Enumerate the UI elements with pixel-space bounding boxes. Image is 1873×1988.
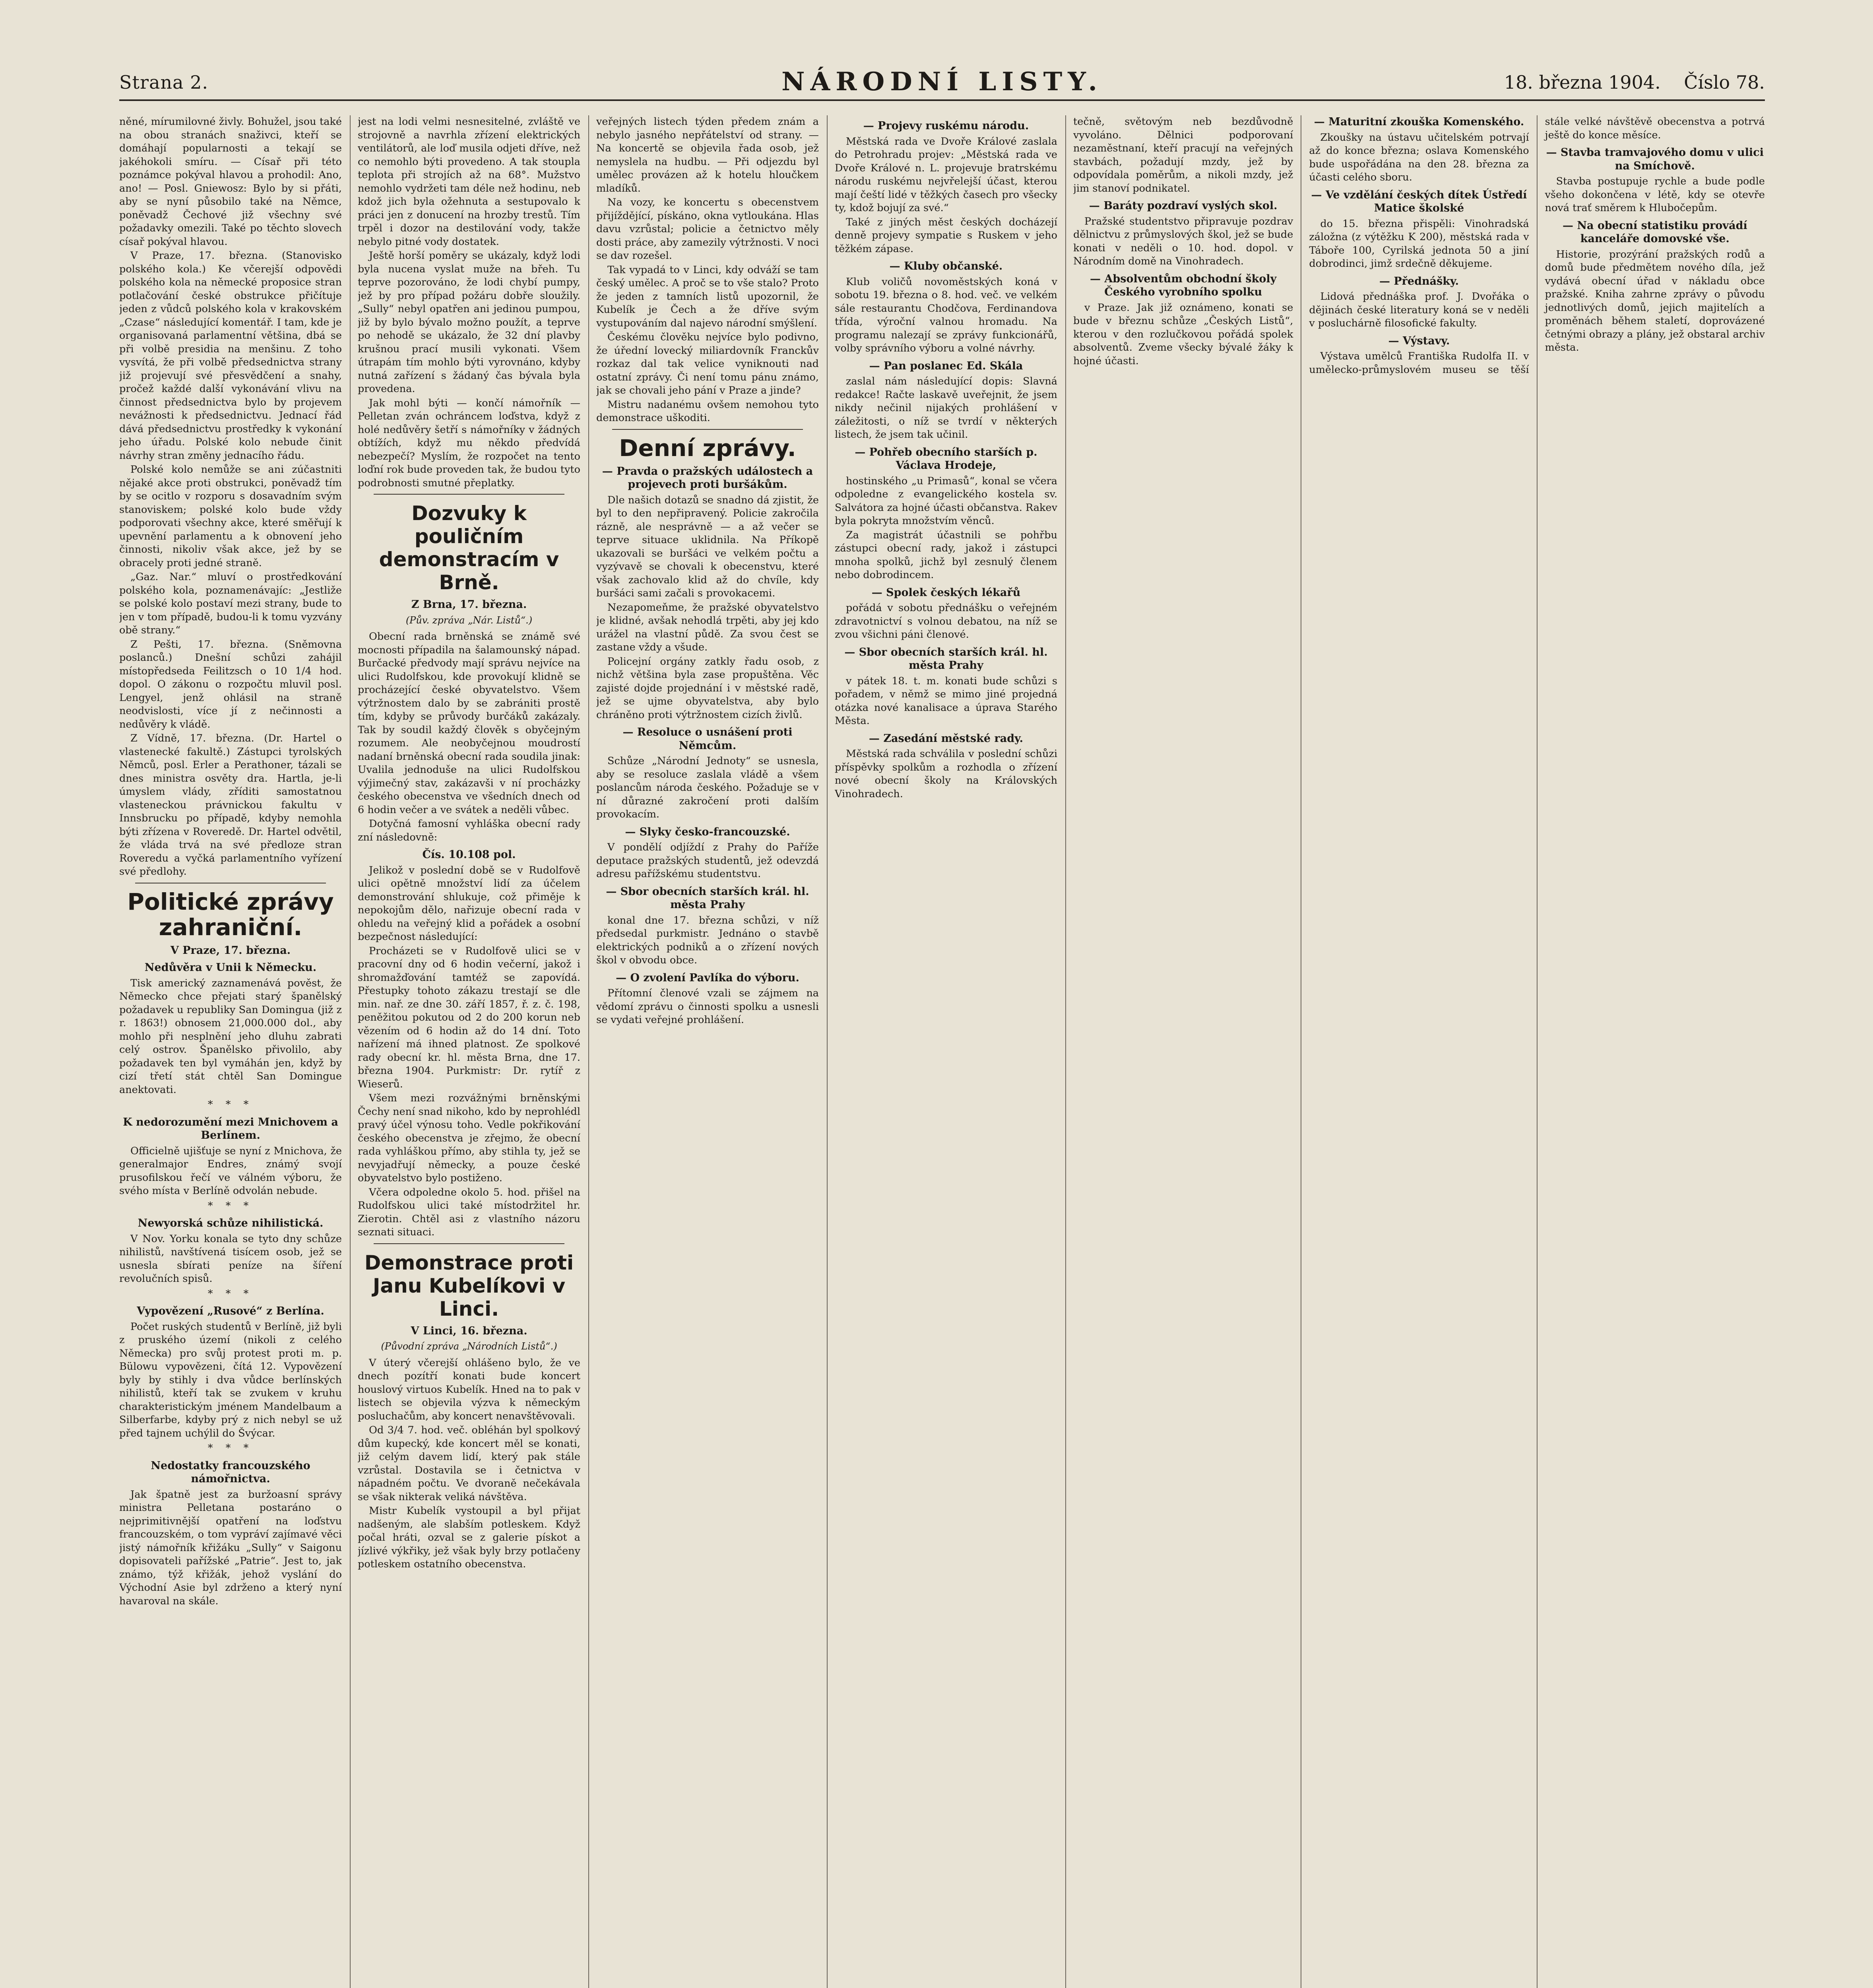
paragraph: Officielně ujišťuje se nyní z Mnichova, že generalmajor Endres, známý svojí prusofilskou řečí ve válném výboru, že svého místa v Berlíně odvolán nebude.	[119, 1145, 342, 1197]
paragraph: Lidová přednáška prof. J. Dvořáka o dějinách české literatury koná se v neděli v posluchárně filosofické fakulty.	[1309, 291, 1529, 329]
paragraph: Jelikož v poslední době se v Rudolfově ulici opětně množství lidí za účelem demonstrování shlukuje, což přiměje k nepokojům dělo, nařizuje obecní rada v ohledu na veřejný klid a pořádek a osobní bezpečnost následující:	[358, 864, 580, 943]
paragraph: jest na lodi velmi nesnesitelné, zvláště ve strojovně a navrhla zřízení elektrických ventilátorů, ale loď musila odjeti dříve, než co nemohlo býti provedeno. A tak stoupla teplota při strojích až na 68°. Mužstvo nemohlo vydržeti tam déle než hodinu, neb kdož jich byla ožehnuta a sestupovalo k práci jen z donucení na hrozby trestů. Tím trpěl i dozor na destilování vody, takže nebylo pitné vody dostatek.	[358, 116, 580, 248]
article-heading: — Přednášky.	[1379, 275, 1459, 287]
article-heading: — Baráty pozdraví vyslých skol.	[1089, 200, 1278, 212]
dateline: Z Brna, 17. března.	[411, 598, 527, 611]
paragraph: Všem mezi rozvážnými brněnskými Čechy není snad nikoho, kdo by neprohlédl pravý účel výnosu toho. Vedle pokřikování českého obecenstva je zřejmo, že obecní rada vyhláškou přímo, aby stihla ty, jež se nevyjadřují německy, a pouze české obyvatelstvo bylo postiženo.	[358, 1092, 580, 1184]
column-rule	[588, 115, 589, 1988]
section-heading-foreign-politics: Politické zprávy zahraniční.	[127, 888, 334, 941]
paragraph: zaslal nám následující dopis: Slavná redakce! Račte laskavě uveřejnit, že jsem nikdy nečinil nijakých prohlášení v záležitosti, o níž se tvrdí v některých listech, že jsem tak učinil.	[835, 375, 1057, 441]
paragraph: Přítomní členové vzali se zájmem na vědomí zprávu o činnosti spolku a usnesli se vydati veřejné prohlášení.	[596, 987, 819, 1026]
dateline: V Linci, 16. března.	[411, 1324, 527, 1337]
paragraph: Mistr Kubelík vystoupil a byl přijat nadšeným, ale slabším potleskem. Když počal hráti, ozval se z galerie pískot a jízlivé výkřiky, jež však byly brzy potlačeny potleskem ostatního obecenstva.	[358, 1505, 580, 1570]
paragraph: Včera odpoledne okolo 5. hod. přišel na Rudolfskou ulici také místodržitel hr. Zierotin. Chtěl asi z vlastního názoru seznati situaci.	[358, 1186, 580, 1238]
paragraph: Nezapomeňme, že pražské obyvatelstvo je klidné, avšak nehodlá trpěti, aby jej kdo urážel na vlastní půdě. Za svou čest se zastane vždy a všude.	[596, 601, 819, 653]
paragraph: Dle našich dotazů se snadno dá zjistit, že byl to den nepřipravený. Policie zakročila rázně, ale nesprávně — a až večer se teprve situace uklidnila. Na Příkopě ukazovali se buršáci ve velkém počtu a vyzývavě se chovali k obecenstvu, které však zachovalo klid až do chvíle, kdy buršáci sami začali s provokacemi.	[596, 494, 819, 599]
article-heading-brno: Dozvuky k pouličním demonstracím v Brně.	[379, 502, 559, 594]
article-heading: K nedorozumění mezi Mnichovem a Berlínem.	[123, 1116, 338, 1142]
source-note: (Původní zpráva „Národních Listů“.)	[381, 1341, 557, 1352]
divider	[612, 429, 803, 430]
separator-stars: * * *	[207, 1200, 254, 1212]
article-heading: — Pan poslanec Ed. Skála	[869, 359, 1023, 372]
paragraph: Obecní rada brněnská se známě své mocnosti případila na šalamounský nápad. Burčacké předvody mají správu nejvíce na ulici Rudolfskou, kde provokují klidně se procházející české obyvatelstvo. Všem výtržnostem dalo by se zabrániti prostě tím, kdyby se průvody burčáků zakázaly. Tak by soudil každý člověk s obyčejným rozumem. Ale neobyčejnou moudrostí nadaní brněnská obecní rada soudila jinak: Uvalila jednoduše na ulici Rudolfskou výjimečný stav, zakázavši v ní procházky českého obecenstva ve všedních dnech od 6 hodin večer a ve svátek a neděli vůbec.	[358, 631, 580, 816]
paragraph: Výstava umělců Františka Rudolfa II. v umělecko-průmyslovém museu se těší stále velké návštěvě obecenstva a potrvá ještě do konce měsíce.	[1309, 116, 1765, 376]
article-heading: — Pravda o pražských událostech a projevech proti buršákům.	[602, 465, 813, 491]
column-3	[596, 115, 819, 1988]
separator-stars: * * *	[207, 1287, 254, 1300]
separator-stars: * * *	[207, 1099, 254, 1110]
paragraph: Z Pešti, 17. března. (Sněmovna poslanců.) Dnešní schůzi zahájil místopředseda Feilitzsch o 10 1/4 hod. dopol. O zákonu o rozpočtu mluvil posl. Lengyel, jenž ohlásil na straně neodvislosti, více jí z nečinnosti a nedůvěry k vládě.	[119, 638, 342, 730]
divider	[374, 494, 564, 495]
paragraph: Pražské studentstvo připravuje pozdrav dělnictvu z průmyslových škol, jež se bude konati v neděli o 10. hod. dopol. v Národním domě na Vinohradech.	[1073, 215, 1293, 267]
decree-number: Čís. 10.108 pol.	[422, 848, 516, 861]
column-rule	[827, 115, 828, 1988]
issue-number: Číslo 78.	[1684, 72, 1765, 93]
separator-stars: * * *	[207, 1442, 254, 1454]
article-heading: — Zasedání městské rady.	[869, 732, 1024, 745]
divider	[374, 1243, 564, 1244]
paragraph: v Praze. Jak již oznámeno, konati se bude v březnu schůze „Českých Listů“, kterou v den rozlučkovou pořádá spolek absolventů. Zveme všecky bývalé žáky k hojné účasti.	[1073, 301, 1293, 367]
paragraph: Dotyčná famosní vyhláška obecní rady zní následovně:	[358, 818, 580, 843]
paragraph: pořádá v sobotu přednášku o veřejném zdravotnictví s volnou debatou, na níž se zvou všichni páni členové.	[835, 602, 1057, 641]
paragraph: něné, mírumilovné živly. Bohužel, jsou také na obou stranách snaživci, kteří se domáhají popularnosti a tekají se jakéhokoli smíru. — Císař při této poznámce pokýval hlavou a prohodil: Ano, ano! — Posl. Gniewosz: Bylo by si přáti, aby se nyní působilo také na Němce, poněvadž Čechové již všechny své požadavky omezili. Také po těchto slovech císař pokýval hlavou.	[119, 116, 342, 248]
column-5	[1073, 115, 1765, 1988]
column-rule	[350, 115, 351, 1988]
paragraph: V pondělí odjíždí z Prahy do Paříže deputace pražských studentů, jež odevzdá adresu pařížskému studentstvu.	[596, 841, 819, 880]
paragraph: Za magistrát účastnili se pohřbu zástupci obecní rady, jakož i zástupci mnoha spolků, jichž byl zesnulý členem nebo dobrodincem.	[835, 529, 1057, 581]
paragraph: „Gaz. Nar.“ mluví o prostředkování polského kola, poznamenávajíc: „Jestliže se polské kolo postaví mezi strany, bude to jen v tom případě, budou-li k tomu vyzvány obě strany.“	[119, 571, 342, 636]
article-heading: Nedůvěra v Unii k Německu.	[144, 961, 317, 974]
paragraph: Také z jiných měst českých docházejí denně projevy sympatie s Ruskem v jeho těžkém zápase.	[835, 216, 1057, 255]
section-heading-daily-news: Denní zprávy.	[619, 434, 796, 462]
paragraph: V Nov. Yorku konala se tyto dny schůze nihilistů, navštívená tisícem osob, jež se usnesla sbírati peníze na šíření revolučních spisů.	[119, 1233, 342, 1285]
article-heading: Nedostatky francouzského námořnictva.	[151, 1459, 310, 1485]
paragraph: Klub voličů novoměstských koná v sobotu 19. března o 8. hod. več. ve velkém sále restaurantu Chodčova, Ferdinandova třída, výroční valnou hromadu. Na programu nalezají se zprávy funkcionářů, volby správního výboru a volné návrhy.	[835, 276, 1057, 354]
page-number: Strana 2.	[119, 72, 208, 93]
paragraph: Městská rada schválila v poslední schůzi příspěvky spolkům a rozhodla o zřízení nové obecní školy na Královských Vinohradech.	[835, 748, 1057, 800]
article-heading: — Maturitní zkouška Komenského.	[1314, 116, 1524, 128]
article-heading: — Spolek českých lékařů	[871, 586, 1021, 599]
newspaper-title: NÁRODNÍ LISTY.	[781, 67, 1103, 97]
article-heading: — Resoluce o usnášení proti Němcům.	[622, 726, 793, 752]
article-heading-kubelik: Demonstrace proti Janu Kubelíkovi v Linci.	[364, 1251, 574, 1320]
paragraph: Jak mohl býti — končí námořník — Pelletan zván ochráncem loďstva, když z holé nedůvěry šetří s námořníky v žádných obtížích, když mu někdo předvídá nebezpečí? Myslím, že rozpočet na tento loďní rok bude proveden tak, že budou tyto podrobnosti smutné přeplatky.	[358, 397, 580, 489]
paragraph: V úterý včerejší ohlášeno bylo, že ve dnech pozítří konati bude koncert houslový virtuos Kubelík. Hned na to pak v listech se objevila výzva k německým posluchačům, aby koncert nenavštěvovali.	[358, 1357, 580, 1422]
paragraph: Schůze „Národní Jednoty“ se usnesla, aby se resoluce zaslala vládě a všem poslancům národa českého. Požaduje se v ní důrazné zakročení proti dalším provokacím.	[596, 755, 819, 820]
column-1	[119, 115, 342, 1988]
paragraph: Polské kolo nemůže se ani zúčastniti nějaké akce proti obstrukci, poněvadž tím by se ocitlo v rozporu s dosavadním svým stanoviskem; polské kolo bude vždy podporovati všechny akce, které směřují k upevnění parlamentu a k obnovení jeho činnosti, nikoliv však akce, jež by se obracely proti jedné straně.	[119, 464, 342, 569]
article-heading: — O zvolení Pavlíka do výboru.	[616, 971, 799, 984]
paragraph: Policejní orgány zatkly řadu osob, z nichž většina byla zase propuštěna. Věc zajisté dojde projednání i v městské radě, jež se ujme obyvatelstva, aby bylo chráněno proti výtržnostem cizích živlů.	[596, 655, 819, 721]
paragraph: Ještě horší poměry se ukázaly, když lodi byla nucena vyslat muže na břeh. Tu teprve pozorováno, že lodi chybí pumpy, jež by pro případ požáru dobře sloužily. „Sully“ nebyl opatřen ani jedinou pumpou, již by bylo bývalo možno použít, a teprve po nehodě se ukázalo, že 32 dní plavby krušnou prací musili vykonati. Všem útrapám tím mohlo býti vyrovnáno, kdyby nutná zařízení s žádaný čas bývala byla provedena.	[358, 250, 580, 395]
article-heading: — Ve vzdělání českých dítek Ústředí Matice školské	[1311, 188, 1527, 214]
paragraph: Tisk americký zaznamenává pověst, že Německo chce přejati starý španělský požadavek u republiky San Domingua (již z r. 1863!) obnosem 21,000.000 dol., aby mohlo při nesplnění jeho dluhu zabrati celý ostrov. Španělsko přivolilo, aby požadavek ten byl vymáhán jen, když by cizí třetí stát chtěl San Domingue anektovati.	[119, 977, 342, 1096]
paragraph: Městská rada ve Dvoře Králové zaslala do Petrohradu projev: „Městská rada ve Dvoře Králové n. L. projevuje bratrskému národu ruskému nejvřelejší účast, kterou mají čeští lidé v těžkých časech pro všecky ty, kdož bojují za své.“	[835, 135, 1057, 214]
article-heading: — Kluby občanské.	[889, 260, 1003, 272]
paragraph: Zkoušky na ústavu učitelském potrvají až do konce března; oslava Komenského bude uspořádána na den 28. března za účasti celého sboru.	[1309, 131, 1529, 183]
paragraph: Počet ruských studentů v Berlíně, již byli z pruského území (nikoli z celého Německa) pro svůj protest proti m. p. Bülowu vypovězeni, čítá 12. Vypovězení byly by stihly i dva vůdce berlínských nihilistů, kteří tak se zvukem v kruhu charakteristickým jménem Mandelbaum a Silberfarbe, kdyby prý z nich nebyl se už před tajnem uchýlil do Švýcar.	[119, 1320, 342, 1439]
issue-date: 18. března 1904.	[1504, 72, 1661, 93]
masthead	[119, 64, 1765, 101]
paragraph: veřejných listech týden předem znám a nebylo jasného nepřátelství od strany. — Na koncertě se objevila řada osob, jež nemyslela na hudbu. — Při odjezdu byl umělec provázen až k hotelu hloučkem mladíků.	[596, 116, 819, 194]
column-2	[358, 115, 580, 1988]
paragraph: Z Vídně, 17. března. (Dr. Hartel o vlastenecké fakultě.) Zástupci tyrolských Němců, posl. Erler a Perathoner, tázali se dnes ministra osvěty dra. Hartla, je-li úmyslem vlády, zříditi samostatnou vlasteneckou právnickou fakultu v Innsbrucku po případě, kdyby nemohla býti zřízena v Roveredě. Dr. Hartel odvětil, že vláda trvá na své předloze stran Roveredu a vyčká parlamentního vyřízení své předlohy.	[119, 732, 342, 878]
paragraph: hostinského „u Primasů“, konal se včera odpoledne z evangelického kostela sv. Salvátora za hojné účasti občanstva. Rakev byla pokryta množstvím věnců.	[835, 475, 1057, 527]
paragraph: Na vozy, ke koncertu s obecenstvem přijíždějící, pískáno, okna vytloukána. Hlas davu vzrůstal; policie a četnictvo měly dosti práce, aby zamezily výtržnosti. V noci se dav rozešel.	[596, 196, 819, 262]
paragraph: V Praze, 17. března. (Stanovisko polského kola.) Ke včerejší odpovědi polského kola na německé proposice stran potlačování české obstrukce přičítuje jeden z vůdců polského kola v krakovském „Czase“ následující komentář. I tam, kde je organisovaná parlamentní většina, dbá se při volbě presidia na menšinu. Z toho vysvítá, že při volbě předsednictva strany již projevují své přesvědčení a snahy, pročež každé další vykonávání vlivu na činnost předsednictva bylo by projevem nevážnosti k předsednictvu. Jednací řád dává předsednictvu prostředky k vykonání jeho úřadu. Polské kolo nebude činit návrhy stran změny jednacího řádu.	[119, 250, 342, 462]
paragraph: Tak vypadá to v Linci, kdy odváží se tam český umělec. A proč se to vše stalo? Proto že jeden z tamních listů upozornil, že Kubelík je Čech a že dříve svým vystupováním dal najevo národní smýšlení.	[596, 264, 819, 329]
article-heading: — Sbor obecních starších král. hl. města Prahy	[844, 646, 1048, 672]
source-note: (Pův. zpráva „Nár. Listů“.)	[405, 614, 533, 626]
paragraph: Procházeti se v Rudolfově ulici se v pracovní dny od 6 hodin večerní, jakož i shromažďování tamtéž se zapovídá. Přestupky tohoto zákazu trestají se dle min. nař. ze dne 30. září 1857, ř. z. č. 198, peněžitou pokutou od 2 do 200 korun neb vězením od 6 hodin až do 14 dní. Toto nařízení má ihned platnost. Ze spolkové rady obecní kr. hl. města Brna, dne 17. března 1904. Purkmistr: Dr. rytíř z Wieserů.	[358, 945, 580, 1090]
paragraph: Mistru nadanému ovšem nemohou tyto demonstrace uškoditi.	[596, 398, 819, 424]
article-heading: Vypovězení „Rusové“ z Berlína.	[137, 1305, 324, 1317]
column-rule	[1065, 115, 1066, 1988]
article-heading: Newyorská schůze nihilistická.	[138, 1217, 324, 1229]
paragraph: Od 3/4 7. hod. več. obléhán byl spolkový dům kupecký, kde koncert měl se konati, již celým davem lidí, který pak stále vzrůstal. Dostavila se i četnictva v nápadném počtu. Ve dvoraně nečekávala se však nikterak veliká návštěva.	[358, 1424, 580, 1503]
column-4	[835, 115, 1057, 1988]
paragraph: Historie, prozýrání pražských rodů a domů bude předmětem nového díla, jež vydává obecní úřad v nákladu obce pražské. Kniha zahrne zprávy o původu jednotlivých domů, jejich majitelích a proměnách během staletí, doprovázené četnými obrazy a plány, jež obstaral archiv města.	[1545, 248, 1765, 353]
section-dateline: V Praze, 17. března.	[170, 944, 291, 957]
article-heading: — Stavba tramvajového domu v ulici na Smíchově.	[1546, 146, 1764, 172]
paragraph: Českému člověku nejvíce bylo podivno, že úřední lovecký miliardovník Franckův rozkaz dal tak velice vyniknouti nad ostatní zprávy. Či není tomu pánu známo, jak se chovali jeho pání v Praze a jinde?	[596, 331, 819, 396]
article-heading: — Absolventům obchodní školy Českého vyrobního spolku	[1090, 272, 1277, 298]
paragraph: tečně, světovým neb bezdůvodně vyvoláno. Dělnici podporovaní nezaměstnaní, kteří pracují na veřejných stavbách, požadují mzdy, jež by odpovídala poměrům, a nikoli mzdy, jež jim stanoví podnikatel.	[1073, 116, 1293, 194]
article-heading: — Výstavy.	[1388, 334, 1450, 347]
article-heading: — Na obecní statistiku provádí kanceláře domovské vše.	[1562, 219, 1747, 245]
article-heading: — Pohřeb obecního starších p. Václava Hrodeje,	[855, 446, 1037, 472]
paragraph: do 15. března přispěli: Vinohradská záložna (z výtěžku K 200), městská rada v Táboře 100, Cyrilská jednota 50 a jiní dobrodinci, jimž srdečně děkujeme.	[1309, 217, 1529, 270]
article-heading: — Projevy ruskému národu.	[863, 120, 1029, 132]
issue-info	[1504, 72, 1765, 93]
paragraph: v pátek 18. t. m. konati bude schůzi s pořadem, v němž se mimo jiné projedná otázka nové kanalisace a úprava Starého Města.	[835, 675, 1057, 727]
paragraph: konal dne 17. března schůzi, v níž předsedal purkmistr. Jednáno o stavbě elektrických podniků a o zřízení nových škol v obvodu obce.	[596, 914, 819, 966]
article-heading: — Slyky česko-francouzské.	[625, 825, 790, 838]
paragraph: Stavba postupuje rychle a bude podle všeho dokončena v létě, kdy se otevře nová trať směrem k Hlubočepům.	[1545, 175, 1765, 214]
paragraph: Jak špatně jest za buržoasní správy ministra Pelletana postaráno o nejprimitivnější opatření na loďstvu francouzském, o tom vypráví zajímavé věci jistý námořník křižáku „Sully“ v Saigonu dopisovateli pařížské „Patrie“. Jest to, jak známo, týž křižák, jehož vyslání do Východní Asie byl zdrženo a který nyní havaroval na skále.	[119, 1488, 342, 1607]
article-heading: — Sbor obecních starších král. hl. města Prahy	[606, 885, 809, 911]
